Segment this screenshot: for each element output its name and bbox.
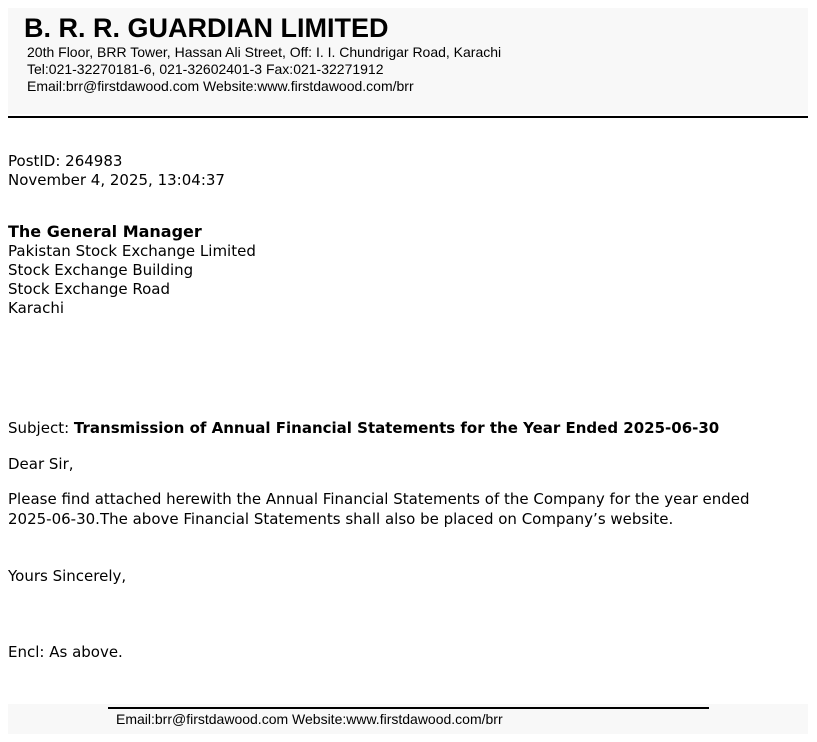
- company-name: B. R. R. GUARDIAN LIMITED: [24, 13, 389, 43]
- subject-line: [8, 419, 719, 438]
- company-address: 20th Floor, BRR Tower, Hassan Ali Street, Off: I. I. Chundrigar Road, Karachi: [27, 44, 502, 60]
- recipient-building: Stock Exchange Building: [8, 261, 194, 279]
- letter-body-line-1: Please find attached herewith the Annual Financial Statements of the Company for the year ended: [8, 490, 750, 508]
- letterhead: [8, 8, 808, 114]
- salutation: Dear Sir,: [8, 455, 74, 473]
- footer-divider: [108, 707, 709, 709]
- letter-body-line-2: 2025-06-30.The above Financial Statements shall also be placed on Company’s website.: [8, 510, 674, 528]
- recipient-organization: Pakistan Stock Exchange Limited: [8, 242, 256, 260]
- recipient-title: The General Manager: [8, 222, 202, 241]
- footer: [8, 704, 808, 734]
- footer-email-website: Email:brr@firstdawood.com Website:www.firstdawood.com/brr: [116, 711, 503, 727]
- subject-label: Subject:: [8, 419, 74, 437]
- recipient-city: Karachi: [8, 299, 65, 317]
- post-date: November 4, 2025, 13:04:37: [8, 171, 225, 189]
- company-phone-fax: Tel:021-32270181-6, 021-32602401-3 Fax:021-32271912: [27, 61, 384, 77]
- post-id: PostID: 264983: [8, 152, 123, 170]
- closing: Yours Sincerely,: [8, 567, 127, 585]
- recipient-road: Stock Exchange Road: [8, 280, 170, 298]
- subject-text: Transmission of Annual Financial Statements for the Year Ended 2025-06-30: [73, 419, 720, 437]
- header-divider: [8, 116, 808, 118]
- company-email-website: Email:brr@firstdawood.com Website:www.firstdawood.com/brr: [27, 78, 414, 94]
- enclosure-note: Encl: As above.: [8, 643, 123, 661]
